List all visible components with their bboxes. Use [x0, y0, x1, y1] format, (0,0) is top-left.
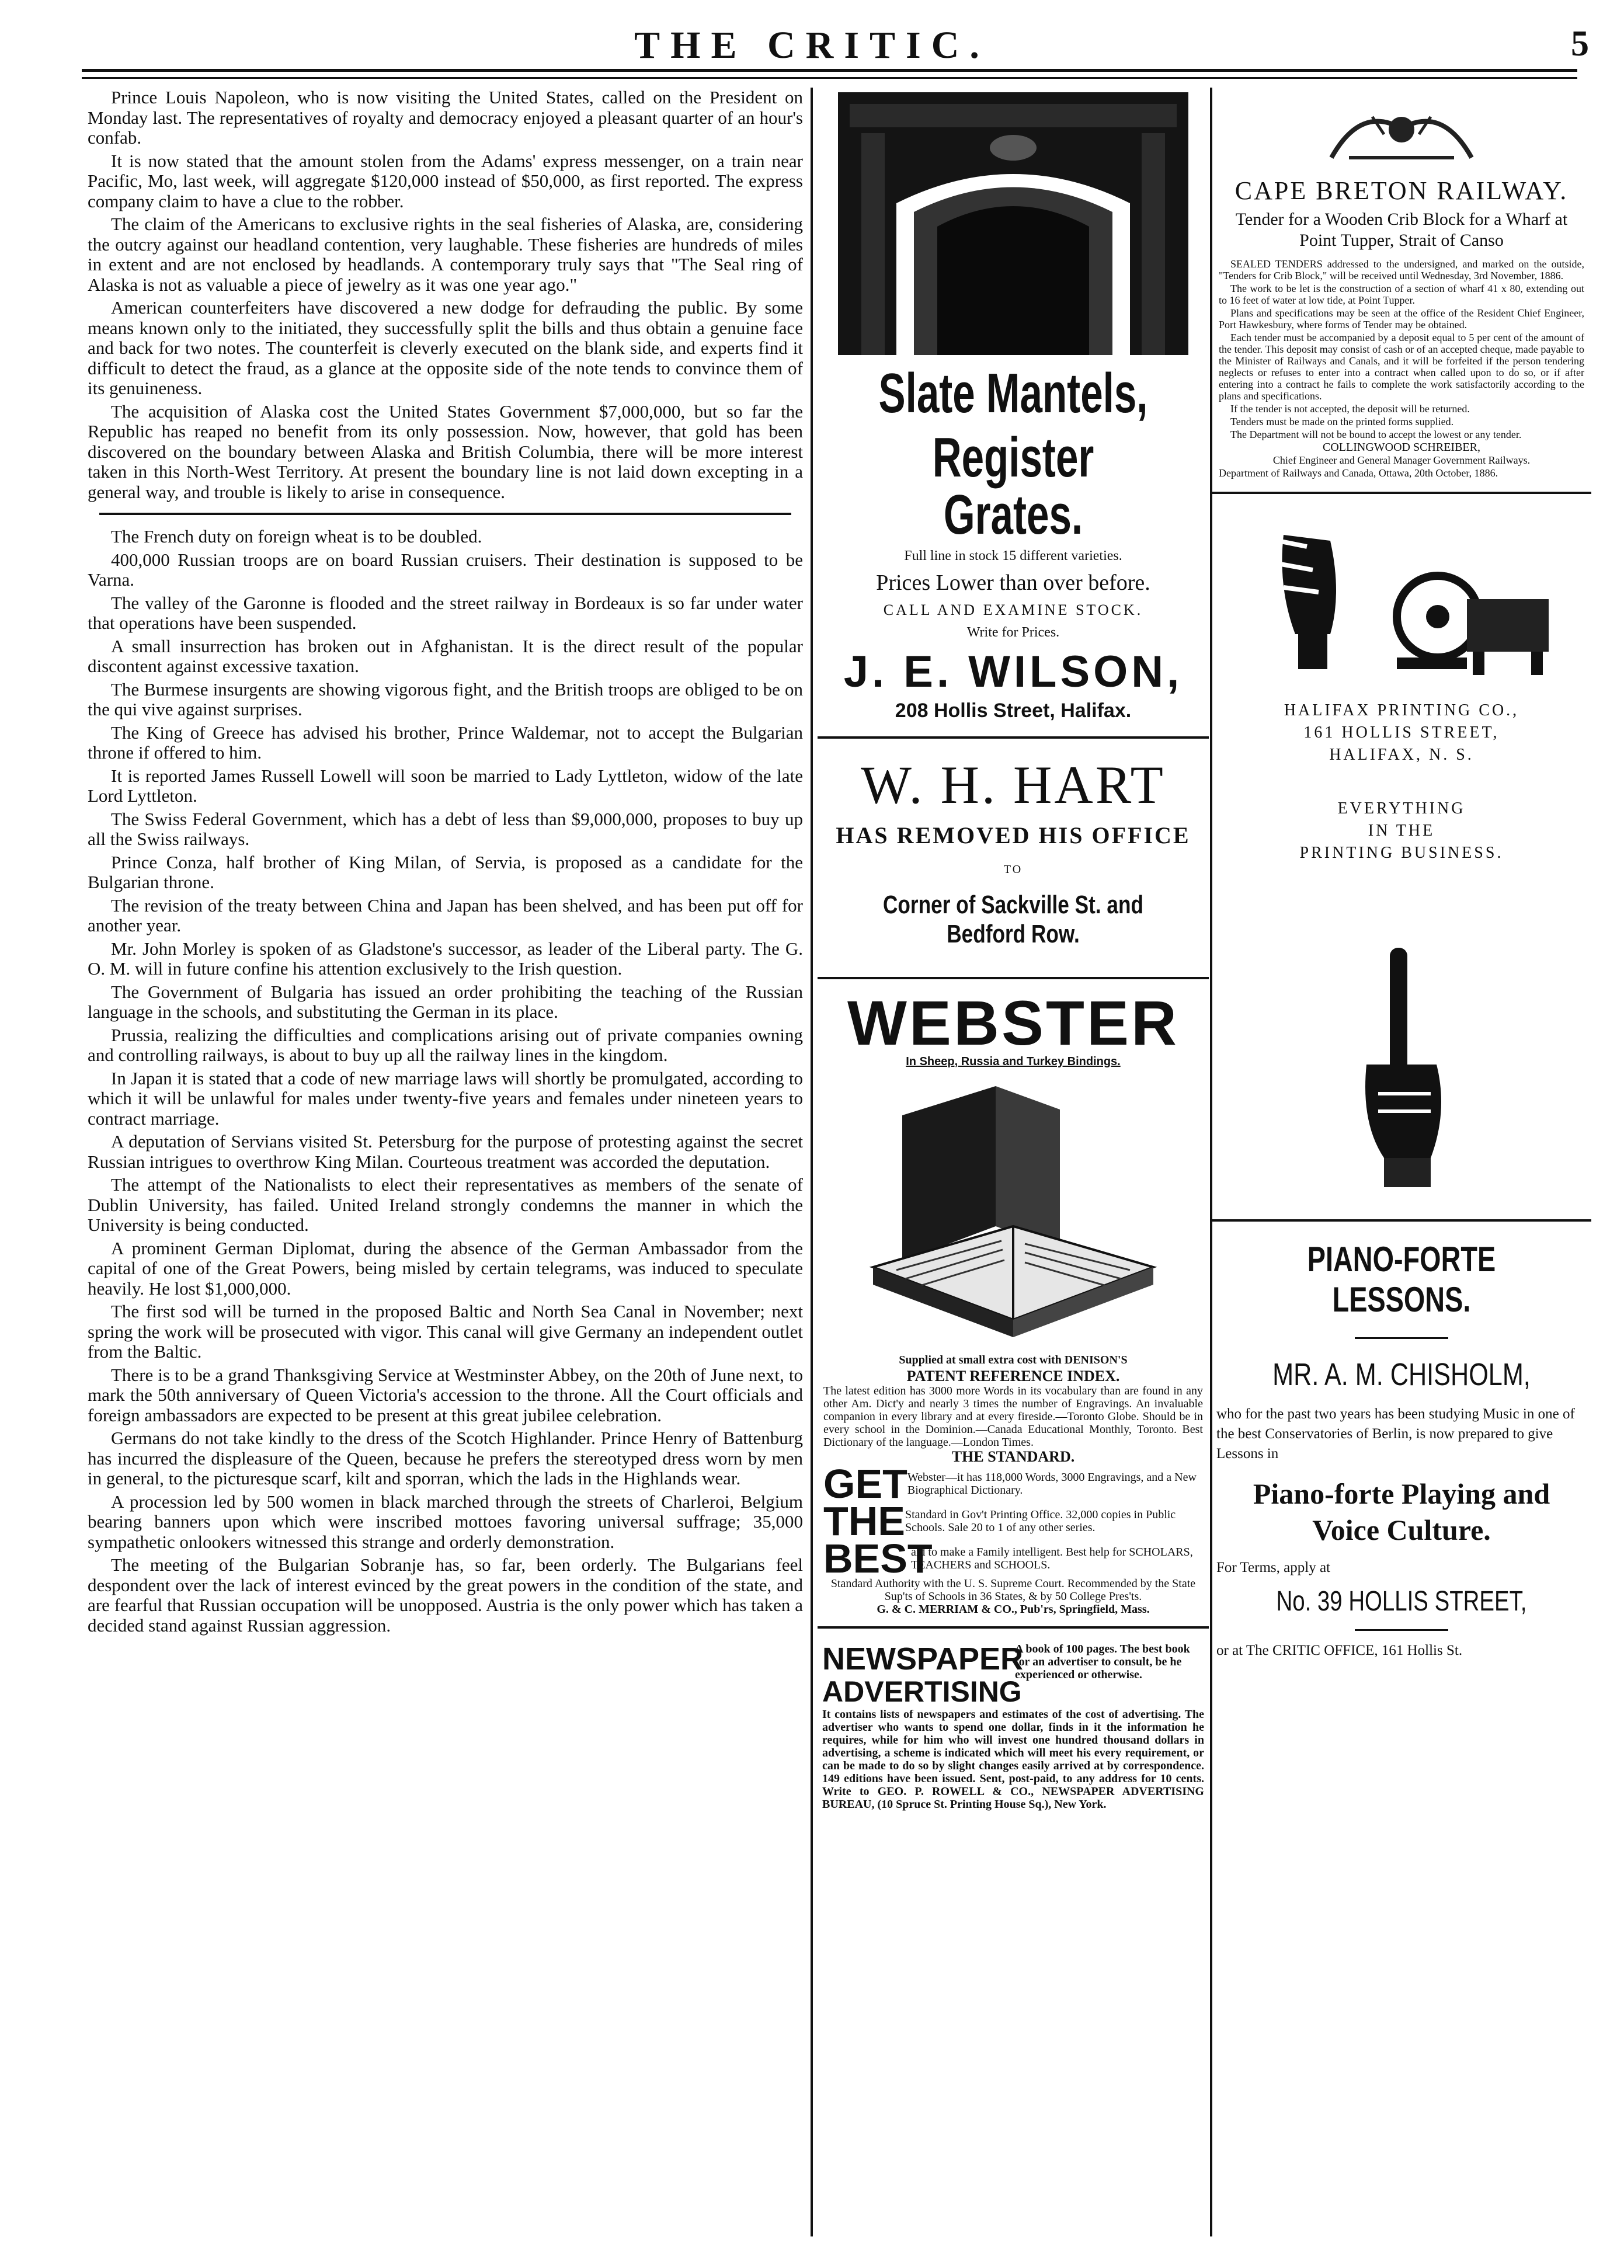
cbr-para: Each tender must be accompanied by a deposit equal to 5 per cent of the amount of the tender. This deposit may consist of cash or of an accepted cheque, made payable to the Minister of Railways and Canals, and it will be forfeited if the person tendering neglects or refuses to enter into a contract when called upon to do so, or if after entering into a contract he fails to complete the work satisfactorily according to the plans and specifications. — [1219, 332, 1584, 402]
cbr-para: The work to be let is the construction of a section of wharf 41 x 80, extending out to 16 feet of water at low tide, at Point Tupper. — [1219, 283, 1584, 306]
short-rule — [1355, 1337, 1448, 1339]
hart-removed: HAS REMOVED HIS OFFICE — [836, 822, 1191, 848]
news-paragraph: It is reported James Russell Lowell will soon be married to Lady Lyttleton, widow of the late Lord Lyttleton. — [88, 765, 803, 806]
webster-publisher: G. & C. MERRIAM & CO., Pub'rs, Springfield, Mass. — [877, 1603, 1150, 1616]
write-line: Write for Prices. — [966, 625, 1060, 640]
news-paragraph: A procession led by 500 women in black marched through the streets of Charleroi, Belgium bearing banners upon which were inscribed mottoes favoring universal suffrage; 35,000 sympathetic onlookers witnessed this strange and orderly demonstration. — [88, 1491, 803, 1552]
printing-name: HALIFAX PRINTING CO., — [1284, 701, 1519, 719]
prices-line: Prices Lower than over before. — [876, 571, 1150, 595]
hand-illustration — [1243, 517, 1383, 681]
hart-to: TO — [1003, 863, 1023, 876]
news-paragraph: There is to be a grand Thanksgiving Service at Westminster Abbey, on the 20th of June next, to mark the 50th anniversary of Queen Victoria's accession to the throne. All the Court officials and foreign ambassadors are expected to be present at this great jubilee celebration. — [88, 1364, 803, 1425]
dictionary-illustration — [850, 1074, 1177, 1349]
webster-ad — [818, 979, 1209, 1629]
page-header — [0, 0, 1624, 88]
newspaper-title: NEWSPAPER — [822, 1641, 1024, 1676]
cbr-para: Tenders must be made on the printed forms supplied. — [1230, 416, 1454, 427]
news-paragraph: A deputation of Servians visited St. Petersburg for the purpose of protesting against the secret Russian intrigues to overthrow King Milan. Courteous treatment was accorded the deputation. — [88, 1131, 803, 1172]
cbr-dept: Department of Railways and Canada, Ottawa, 20th October, 1886. — [1219, 467, 1498, 479]
news-column — [88, 88, 803, 2242]
piano-terms: For Terms, apply at — [1216, 1560, 1330, 1575]
piano-lessons-ad — [1212, 1222, 1591, 1665]
hart-notice-ad — [818, 739, 1209, 979]
newspaper-side-text: A book of 100 pages. The best book for an advertiser to consult, be he experienced or otherwise. — [1015, 1643, 1190, 1681]
merchant-address: 208 Hollis Street, Halifax. — [895, 700, 1132, 722]
webster-the-text: Standard in Gov't Printing Office. 32,000 copies in Public Schools. Sale 20 to 1 of any other series. — [905, 1508, 1176, 1534]
hart-corner: Corner of Sackville St. and Bedford Row. — [883, 890, 1143, 948]
news-paragraph: A prominent German Diplomat, during the absence of the German Ambassador from the capital of one of the Great Powers, being misled by certain telegrams, was induced to speculate heavily. He lost $1,000,000. — [88, 1237, 803, 1299]
news-paragraph: The acquisition of Alaska cost the United States Government $7,000,000, but so far the Republic has reaped no benefit from its only possession. Now, however, that gold has been discovered on the boundary between Alaska and British Columbia, there will be more interest taken in this North-West Territory. At present the boundary line is not laid down excepting in a general way, and trouble is likely to arise in consequence. — [88, 401, 803, 502]
pointing-hand-icon — [1343, 936, 1460, 1193]
news-paragraph: The French duty on foreign wheat is to be doubled. — [111, 526, 482, 547]
news-paragraph: The Government of Bulgaria has issued an order prohibiting the teaching of the Russian language in the schools, and substituting the German in its place. — [88, 981, 803, 1022]
piano-teacher: MR. A. M. CHISHOLM, — [1272, 1357, 1531, 1392]
cbr-para: Plans and specifications may be seen at the office of the Resident Chief Engineer, Port Hawkesbury, where forms of Tender may be obtained. — [1219, 307, 1584, 331]
news-paragraph: The revision of the treaty between China and Japan has been shelved, and has been put off for another year. — [88, 895, 803, 935]
news-paragraph: A small insurrection has broken out in Afghanistan. It is the direct result of the popular discontent against excessive taxation. — [88, 635, 803, 676]
masthead-title: THE CRITIC. — [634, 24, 990, 67]
newspaper-advertising-ad — [818, 1629, 1209, 1811]
printing-in-the: IN THE — [1368, 822, 1435, 840]
slate-mantels-heading: Slate Mantels, — [878, 362, 1148, 425]
newspaper-body: It contains lists of newspapers and estimates of the cost of advertising. The advertiser who wants to spend one dollar, finds in it the information he requires, while for him who will invest one hundred thousand dollars in advertising, a scheme is indicated which will meet his every requirement, or can be made to do so by slight changes easily arrived at by correspondence. 149 editions have been issued. Sent, post-paid, to any address for 10 cents. Write to GEO. P. ROWELL & CO., NEWSPAPER ADVERTISING BUREAU, (10 Spruce St. Printing House Sq.), New York. — [822, 1708, 1204, 1811]
header-rule-thin — [82, 77, 1577, 79]
news-paragraph: American counterfeiters have discovered a new dodge for defrauding the public. By some means known only to the initiated, they successfully split the bills and thus obtain a genuine face and back for two notes. The counterfeit is cleverly executed on the blank side, and experts find it difficult to detect the fraud, as a glance at the opposite side of the note tends to convince them of its genuineness. — [88, 297, 803, 398]
webster-the-row — [818, 1498, 1209, 1544]
webster-standard: THE STANDARD. — [951, 1448, 1075, 1465]
printing-city: HALIFAX, N. S. — [1329, 746, 1474, 764]
cbr-title: CAPE BRETON RAILWAY. — [1234, 176, 1569, 205]
news-paragraph: The claim of the Americans to exclusive rights in the seal fisheries of Alaska, are, considering the outcry against our headland contention, very laughable. These fisheries are hundreds of miles in extent and are not enclosed by headlands. A contemporary truly says that "The Seal ring of Alaska is not as valuable a piece of jewelry as it was one year ago." — [88, 214, 803, 295]
news-paragraph: Prince Louis Napoleon, who is now visiting the United States, called on the President on Monday last. The representatives of royalty and democracy enjoyed a pleasant quarter of an hour's confab. — [88, 88, 803, 148]
news-paragraph: The meeting of the Bulgarian Sobranje has, so far, been orderly. The Bulgarians feel despondent over the lack of interest evinced by the great powers in the condition of the state, and are fearful that Russian occupation will be unopposed. Austria is the only power which has taken a decided stand against Russian aggression. — [88, 1554, 803, 1636]
hart-name: W. H. HART — [861, 755, 1166, 815]
news-paragraph: The first sod will be turned in the proposed Baltic and North Sea Canal in November; next spring the work will be prosecuted with vigor. This canal will give Germany an independent outlet from the Baltic. — [88, 1301, 803, 1362]
webster-the: THE — [823, 1498, 905, 1544]
webster-blurb: The latest edition has 3000 more Words in its vocabulary than are found in any other Am. Dict'y and nearly 3 times the number of Engravings. An invaluable companion in every library and at every fireside.—Toronto Globe. Should be in every school in the Dominion.—Canada Educational Monthly, Toronto. Best Dictionary of the language.—London Times. — [823, 1385, 1203, 1449]
news-paragraph: It is now stated that the amount stolen from the Adams' express messenger, on a train near Pacific, Mo, last week, will aggregate $120,000 instead of $50,000, as first reported. The express company claim to have a clue to the robber. — [88, 150, 803, 211]
news-paragraph: Germans do not take kindly to the dress of the Scotch Highlander. Prince Henry of Battenburg has incurred the displeasure of the Queen, because he prefers the stereotyped dress worn by men in general, to the picturesque scarf, kilt and sporran, which the lads in the Highlands wear. — [88, 1428, 803, 1488]
news-paragraph: In Japan it is stated that a code of new marriage laws will shortly be promulgated, according to which it will be unlawful for males under twenty-five years and females under nineteen years to contract marriage. — [88, 1067, 803, 1129]
news-paragraph: Mr. John Morley is spoken of as Gladstone's successor, as leader of the Liberal party. The G. O. M. will in future confine his attention exclusively to the Irish question. — [88, 938, 803, 979]
news-paragraph: 400,000 Russian troops are on board Russian cruisers. Their destination is supposed to be Varna. — [88, 549, 803, 590]
column-divider — [811, 88, 813, 2236]
printing-street: 161 HOLLIS STREET, — [1303, 723, 1500, 742]
webster-get-text: Webster—it has 118,000 Words, 3000 Engravings, and a New Biographical Dictionary. — [907, 1471, 1197, 1497]
printing-everything: EVERYTHING — [1337, 799, 1466, 818]
news-paragraph: The Burmese insurgents are showing vigorous fight, and the British troops are obliged to be on the qui vive against surprises. — [88, 679, 803, 719]
webster-best-text: aid to make a Family intelligent. Best help for SCHOLARS, TEACHERS and SCHOOLS. — [911, 1546, 1193, 1571]
news-paragraph: The King of Greece has advised his brother, Prince Waldemar, not to accept the Bulgarian throne if offered to him. — [88, 722, 803, 763]
cbr-para: The Department will not be bound to accept the lowest or any tender. — [1230, 429, 1522, 440]
ornament-illustration — [1314, 93, 1489, 169]
piano-title: PIANO-FORTE LESSONS. — [1307, 1240, 1496, 1319]
news-paragraph: Prussia, realizing the difficulties and complications arising out of private companies owning and controlling railways, is about to buy up all the railway lines in the kingdom. — [88, 1024, 803, 1065]
cbr-signer: COLLINGWOOD SCHREIBER, — [1323, 441, 1480, 454]
webster-title: WEBSTER — [847, 987, 1179, 1058]
news-paragraph: The valley of the Garonne is flooded and the street railway in Bordeaux is so far under water that operations have been suspended. — [88, 592, 803, 633]
webster-patent-index: PATENT REFERENCE INDEX. — [906, 1368, 1120, 1385]
ads-column-center — [818, 88, 1209, 2242]
webster-authority: Standard Authority with the U. S. Supreme Court. Recommended by the State Sup'ts of Schools in 36 States, & by 50 College Pres'ts. — [830, 1577, 1196, 1603]
news-paragraph: Prince Conza, half brother of King Milan, of Servia, is proposed as a candidate for the Bulgarian throne. — [88, 851, 803, 892]
cbr-para: If the tender is not accepted, the deposit will be returned. — [1230, 403, 1470, 415]
piano-subject: Piano-forte Playing and Voice Culture. — [1253, 1477, 1550, 1546]
halifax-printing-ad — [1212, 494, 1591, 1222]
webster-bindings: In Sheep, Russia and Turkey Bindings. — [906, 1055, 1121, 1068]
advertising-title: ADVERTISING — [822, 1675, 1022, 1708]
webster-best-row — [818, 1536, 1209, 1581]
cape-breton-railway-ad — [1212, 88, 1591, 494]
cbr-para: SEALED TENDERS addressed to the undersigned, and marked on the outside, "Tenders for Crib Block," will be received until Wednesday, 3rd November, 1886. — [1219, 258, 1584, 281]
page-number: 5 — [1571, 24, 1589, 64]
fireplace-illustration — [838, 92, 1188, 355]
news-section-foreign — [88, 527, 803, 1636]
cbr-signer-title: Chief Engineer and General Manager Government Railways. — [1272, 454, 1531, 466]
ads-column-right — [1212, 88, 1591, 2242]
news-paragraph: The attempt of the Nationalists to elect their representatives as members of the senate of Dublin University, has failed. United Ireland strongly condemns the manner in which the University is being conducted. — [88, 1174, 803, 1235]
piano-address: No. 39 HOLLIS STREET, — [1276, 1586, 1527, 1617]
register-grates-heading: Register Grates. — [932, 426, 1094, 546]
slate-mantels-ad — [818, 88, 1209, 739]
stock-line: Full line in stock 15 different varieties. — [904, 548, 1122, 563]
news-section-americas — [88, 88, 803, 502]
call-line: CALL AND EXAMINE STOCK. — [883, 601, 1143, 618]
webster-get-row — [818, 1461, 1209, 1507]
piano-bio: who for the past two years has been studying Music in one of the best Conservatories of Berlin, is now prepared to give Lessons in — [1216, 1406, 1575, 1462]
header-rule — [82, 69, 1577, 72]
merchant-name: J. E. WILSON, — [843, 647, 1183, 697]
webster-get: GET — [823, 1461, 907, 1507]
piano-or: or at The CRITIC OFFICE, 161 Hollis St. — [1216, 1643, 1463, 1658]
cbr-subtitle: Tender for a Wooden Crib Block for a Wharf at Point Tupper, Strait of Canso — [1235, 210, 1568, 250]
newspaper-ad-logo — [822, 1641, 1024, 1708]
section-divider — [99, 513, 791, 515]
newspaper-ad-top — [822, 1643, 1204, 1708]
webster-best: BEST — [823, 1536, 933, 1581]
news-paragraph: The Swiss Federal Government, which has a debt of less than $9,000,000, proposes to buy up all the Swiss railways. — [88, 808, 803, 849]
printing-press-illustration — [1385, 564, 1560, 681]
printing-business: PRINTING BUSINESS. — [1299, 844, 1504, 862]
webster-supplied: Supplied at small extra cost with DENISON'S — [899, 1354, 1128, 1366]
short-rule — [1355, 1629, 1448, 1631]
